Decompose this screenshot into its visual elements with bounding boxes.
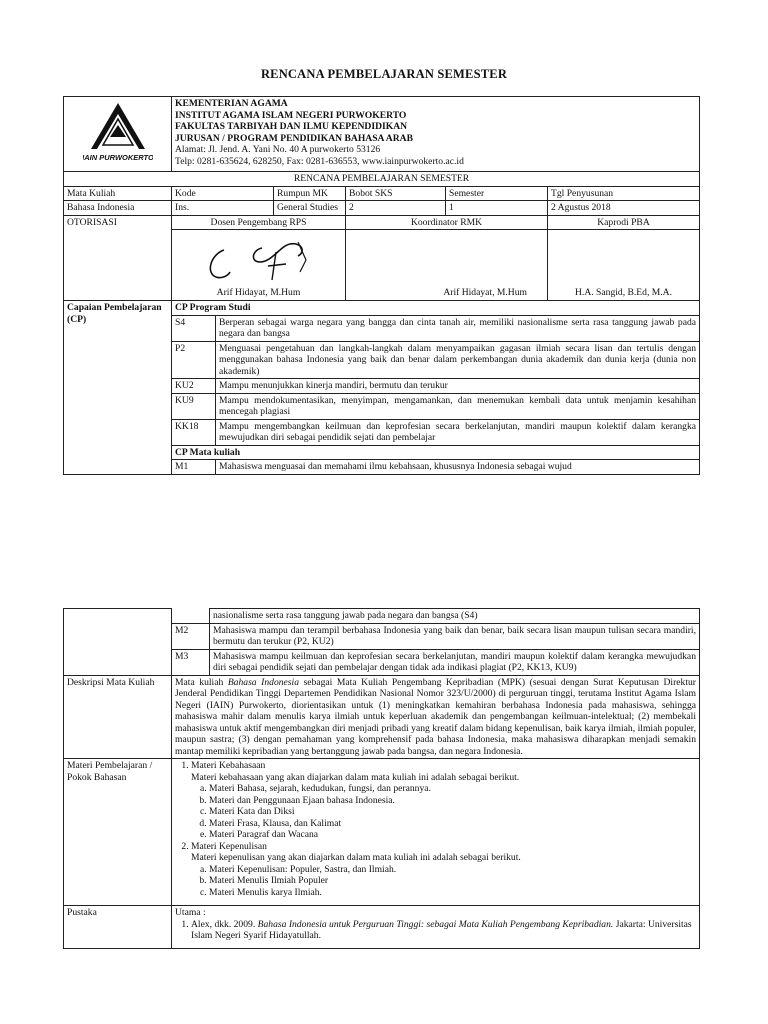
cp-text: Menguasai pengetahuan dan langkah-langkah dalam menyampaikan gagasan ilmiah secara lisan dan tertulis dengan menggunakan bahasa Indonesia yang baik dan benar dalam perkembangan dunia akademik dan dunia kerja (dunia non akademik) [216, 341, 700, 379]
signature-dosen [172, 230, 346, 301]
value-tgl: 2 Agustus 2018 [548, 201, 700, 216]
cp-text: Mampu mengembangkan keilmuan dan keprofesian secara berkelanjutan, mandiri maupun kolektif dalam kerangka mewujudkan diri sebagai pendidik sejati dan pembelajar [216, 419, 700, 445]
materi-label: Materi Pembelajaran / Pokok Bahasan [64, 759, 172, 906]
materi-group [191, 760, 696, 841]
rps-detail-table [63, 608, 700, 949]
department-name: JURUSAN / PROGRAM PENDIDIKAN BAHASA ARAB [175, 132, 413, 144]
pustaka-item [191, 919, 696, 942]
materi-group-intro: Materi kepenulisan yang akan diajarkan dalam mata kuliah ini adalah sebagai berikut. [191, 852, 521, 863]
pustaka-content [172, 906, 700, 949]
institution-address: Alamat: Jl. Jend. A. Yani No. 40 A purwokerto 53126 [175, 144, 381, 155]
deskripsi-course-name: Bahasa Indonesia [227, 676, 299, 688]
ref-publisher: Jakarta: Universitas Islam Negeri Syarif Hidayatullah. [191, 918, 692, 941]
header-rumpun: Rumpun MK [274, 186, 346, 201]
cp-mk-text-part: nya Indonesia sebagai wujud [460, 461, 572, 472]
role-kaprodi: Kaprodi PBA [548, 215, 700, 230]
faculty-name: FAKULTAS TARBIYAH DAN ILMU KEPENDIDIKAN [175, 121, 408, 132]
signature-icon [202, 232, 322, 282]
deskripsi-lead: Mata kuliah [175, 676, 224, 688]
header-tgl: Tgl Penyusunan [548, 186, 700, 201]
name-dosen: Arif Hidayat, M.Hum [216, 286, 301, 298]
cp-mk-text-part: Mahasiswa menguasai dan memahami ilmu kebahsaan, khusus [219, 461, 461, 472]
materi-item: b. Materi dan Penggunaan Ejaan bahasa Indonesia. [209, 795, 696, 807]
logo-text: IAIN PURWOKERTO [82, 153, 153, 163]
deskripsi-label: Deskripsi Mata Kuliah [64, 675, 172, 759]
institution-info [172, 97, 700, 172]
pustaka-utama: Utama : [175, 907, 206, 918]
cp-mk-code: M2 [172, 623, 210, 649]
institution-phone: Telp: 0281-635624, 628250, Fax: 0281-636553, www.iainpurwokerto.ac.id [175, 155, 464, 167]
ref-title: Bahasa Indonesia untuk Perguruan Tinggi: sebagai Mata Kuliah Pengembang Kepribadian. [257, 918, 614, 930]
materi-group [191, 841, 696, 899]
cp-mk-code: M1 [172, 460, 216, 475]
header-bobot: Bobot SKS [346, 186, 446, 201]
course-value-row [64, 201, 700, 216]
materi-item: a. Materi Bahasa, sejarah, kedudukan, fungsi, dan perannya. [209, 783, 696, 795]
otorisasi-label: OTORISASI [64, 215, 172, 301]
cp-code: KU9 [172, 393, 216, 419]
signature-koordinator [346, 230, 548, 301]
materi-item: a. Materi Kepenulisan: Populer, Sastra, dan Ilmiah. [209, 864, 696, 876]
signature-kaprodi [548, 230, 700, 301]
ministry-name: KEMENTERIAN AGAMA [175, 98, 288, 109]
header-mata-kuliah: Mata Kuliah [64, 186, 172, 201]
materi-group-title: 1. Materi Kebahasaan [191, 760, 266, 771]
name-koordinator: Arif Hidayat, M.Hum [443, 286, 527, 298]
cp-mk-text: Mahasiswa mampu dan terampil berbahasa Indonesia yang baik dan benar, baik secara lisan maupun tulisan secara mandiri, bermutu dan terukur (P2, KU2) [210, 623, 700, 649]
deskripsi-body: sebagai Mata Kuliah Pengembang Kepribadian (MPK) (sesuai dengan Surat Keputusan Direktur Jenderal Pendidikan Tinggi Departemen Pendidikan Nasional Nomor 323/U/2000) di perguruan tinggi, terutama Institut Agama Islam Negeri (IAIN) Purwokerto, diorientasikan untuk (1) meningkatkan kemahiran berbahasa Indonesia pada mahasiswa, sehingga mahasiswa mahir dalam menulis karya ilmiah untuk keperluan akademik dan pengembangan keilmuan-intelektual; (2) membekali mahasiswa untuk aktif mengembangkan diri menjadi pribadi yang kreatif dalam bidang kepenulisan, baik karya ilmiah, ilmiah populer, maupun sastra; (3) dengan pemahaman yang komprehensif pada bahasa Indonesia, maka mahasiswa diharapkan menjadi semakin mantap memiliki kepribadian yang bertanggung jawab pada bangsa, dan negara Indonesia. [175, 676, 696, 757]
materi-item: b. Materi Menulis Ilmiah Populer [209, 875, 696, 887]
course-header-row [64, 186, 700, 201]
cp-mk-label: CP Mata kuliah [172, 445, 700, 460]
rps-label: RENCANA PEMBELAJARAN SEMESTER [64, 172, 700, 187]
ref-author: Alex, dkk. 2009. [191, 918, 256, 930]
cp-mk-text: Mahasiswa mampu keilmuan dan keprofesian secara berkelanjutan, mandiri maupun kolektif dalam kerangka mewujudkan diri sebagai pendidik sejati dan pembelajar dengan tidak ada indikasi plagiat (P2, KK13, KU9) [210, 649, 700, 675]
cp-program-label: CP Program Studi [172, 301, 700, 316]
cp-text: Berperan sebagai warga negara yang bangga dan cinta tanah air, memiliki nasionalisme serta rasa tanggung jawab pada negara dan bangsa [216, 315, 700, 341]
document-title: RENCANA PEMBELAJARAN SEMESTER [260, 67, 508, 81]
value-semester: 1 [446, 201, 548, 216]
cp-mk-code: M3 [172, 649, 210, 675]
value-mata-kuliah: Bahasa Indonesia [64, 201, 172, 216]
cp-code: P2 [172, 341, 216, 379]
cp-code: KK18 [172, 419, 216, 445]
cp-code: S4 [172, 315, 216, 341]
materi-item: e. Materi Paragraf dan Wacana [209, 829, 696, 841]
materi-content [172, 759, 700, 906]
materi-item: d. Materi Frasa, Klausa, dan Kalimat [209, 818, 696, 830]
materi-group-intro: Materi kebahasaan yang akan diajarkan dalam mata kuliah ini adalah sebagai berikut. [191, 771, 520, 783]
header-semester: Semester [446, 186, 548, 201]
institute-name: INSTITUT AGAMA ISLAM NEGERI PURWOKERTO [175, 109, 407, 121]
cp-continued-label [64, 609, 172, 676]
value-bobot: 2 [346, 201, 446, 216]
cp-text: Mampu mendokumentasikan, menyimpan, mengamankan, dan menemukan kembali data untuk menjamin kesahihan mencegah plagiasi [216, 393, 700, 419]
cp-mk-text-continued: nasionalisme serta rasa tanggung jawab pada negara dan bangsa (S4) [210, 609, 700, 624]
materi-group-title: 2. Materi Kepenulisan [191, 840, 267, 852]
cp-mk-text [216, 460, 700, 475]
pustaka-label: Pustaka [64, 906, 172, 949]
materi-item: c. Materi Menulis karya Ilmiah. [209, 887, 696, 899]
rps-header-table [63, 96, 700, 475]
iain-logo-icon [83, 101, 153, 163]
header-kode: Kode [172, 186, 274, 201]
value-rumpun: General Studies [274, 201, 346, 216]
role-koordinator: Koordinator RMK [346, 215, 548, 230]
value-kode: Ins. [172, 201, 274, 216]
name-kaprodi: H.A. Sangid, B.Ed, M.A. [575, 286, 673, 298]
cp-label: Capaian Pembelajaran (CP) [64, 301, 172, 475]
cp-text: Mampu menunjukkan kinerja mandiri, bermutu dan terukur [216, 379, 700, 394]
deskripsi-text [172, 675, 700, 759]
role-dosen: Dosen Pengembang RPS [172, 215, 346, 230]
cp-code: KU2 [172, 379, 216, 394]
materi-item: c. Materi Kata dan Diksi [209, 806, 696, 818]
logo-cell [64, 97, 172, 172]
cp-continued-code [172, 609, 210, 624]
